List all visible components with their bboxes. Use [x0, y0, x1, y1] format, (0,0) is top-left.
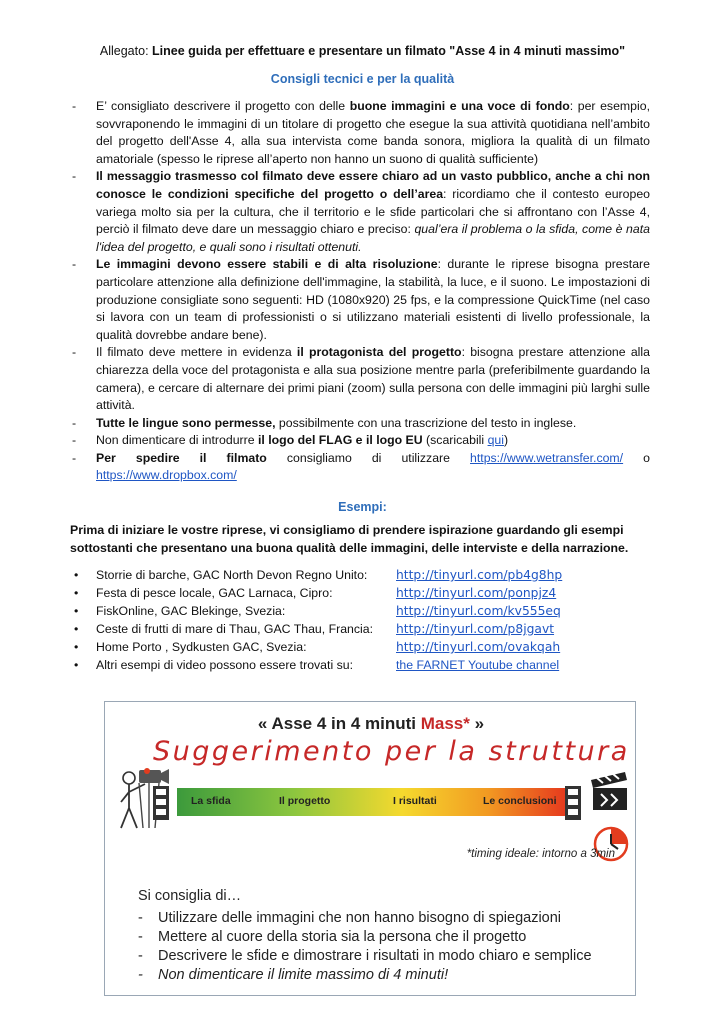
bullet-marker: • [74, 640, 79, 654]
tip-item: - Descrivere le sfide e dimostrare i risultati in modo chiaro e semplice [138, 948, 592, 964]
bullet-marker: • [74, 568, 79, 582]
bullet-marker: • [74, 604, 79, 618]
dash-marker: - [72, 99, 77, 113]
section-subtitle: Consigli tecnici e per la qualità [270, 72, 455, 86]
list-item [70, 602, 670, 620]
timeline-bar [177, 788, 565, 816]
tip-item: - Utilizzare delle immagini che non hanno bisogno di spiegazioni [138, 910, 562, 926]
dropbox-link[interactable]: https://www.dropbox.com/ [96, 468, 237, 483]
list-item: - Le immagini devono essere stabili e di alta risoluzione: durante le riprese bisogna prestare particolare attenzione alla definizione dell'immagine, la stabilità, la luce, e il suono. Le impostazioni di produzione consigliate sono seguenti: HD (1080x920) 25 fps, e la compressione QuickTime (nel caso si lavora con un team di professionisti o si utilizzano materiali esistenti di livello professionale, la qualità dovrebbe andare bene). [72, 257, 650, 342]
wetransfer-link[interactable]: https://www.wetransfer.com/ [470, 450, 624, 465]
list-item [70, 584, 670, 602]
list-item [70, 656, 670, 674]
poster-script-heading: Suggerimento per la struttura [153, 736, 630, 767]
examples-intro: Prima di iniziare le vostre riprese, vi consigliamo di prendere ispirazione guardando gli esempi sottostanti che presentano una buona qualità delle immagini, delle interviste e della narrazione. [70, 523, 629, 555]
list-item: - Il filmato deve mettere in evidenza il protagonista del progetto: bisogna prestare attenzione alla chiarezza della voce del protagonista e alla sua posizione mentre parla (preferibilmente guardando la camera), e cercare di alternare dei primi piani (zoom) sulla persona con delle immagini più larghi sulle attività. [72, 345, 650, 413]
list-item: - Non dimenticare di introdurre il logo del FLAG e il logo EU (scaricabili qui) [70, 432, 650, 450]
dash-marker: - [72, 433, 77, 448]
example-text: Festa di pesce locale, GAC Larnaca, Cipro: [96, 586, 333, 600]
dash-marker: - [72, 169, 77, 184]
header-prefix: Allegato: [99, 44, 153, 58]
example-text: Ceste di frutti di mare di Thau, GAC Thau, Francia: [96, 622, 374, 636]
clapperboard-icon [589, 768, 629, 812]
farnet-youtube-link[interactable]: the FARNET Youtube channel [396, 658, 560, 672]
tip-item: - Non dimenticare il limite massimo di 4 minuti! [138, 967, 449, 983]
examples-list [70, 566, 670, 674]
timing-note: *timing ideale: intorno a 3min [466, 848, 615, 860]
poster-title: « Asse 4 in 4 minuti Mass* » [257, 714, 485, 733]
list-item [70, 638, 670, 656]
example-link[interactable]: http://tinyurl.com/ponpjz4 [396, 586, 557, 600]
example-text: Storrie di barche, GAC North Devon Regno Unito: [96, 568, 368, 582]
segment-le-conclusioni: Le conclusioni [483, 795, 557, 807]
list-item [70, 566, 670, 584]
list-item: - Per spedire il filmato consigliamo di utilizzare https://www.wetransfer.com/ o https://www.dropbox.com/ [72, 450, 650, 483]
header-title: Linee guida per effettuare e presentare un filmato "Asse 4 in 4 minuti massimo" [152, 44, 626, 58]
logo-download-link[interactable]: qui [487, 433, 504, 448]
example-link[interactable]: http://tinyurl.com/ovakqah [396, 640, 561, 654]
example-link[interactable]: http://tinyurl.com/pb4g8hp [396, 568, 563, 582]
segment-il-progetto: Il progetto [279, 795, 331, 807]
bullet-marker: • [74, 622, 79, 636]
bullet-marker: • [74, 658, 79, 672]
list-item: - Il messaggio trasmesso col filmato deve essere chiaro ad un vasto pubblico, anche a chi non conosce le condizioni specifiche del progetto o dell’area: ricordiamo che il contesto europeo variega molto sia per la cultura, che il territorio e le sfide particolari che si affrontano con l’Asse 4, perciò il filmato deve dare un messaggio chiaro e preciso: qual’era il problema o la sfida, come è nata l'idea del progetto, e quali sono i risultati ottenuti. [72, 169, 650, 254]
example-text: Home Porto , Sydkusten GAC, Svezia: [96, 640, 307, 654]
dash-marker: - [72, 257, 77, 272]
structure-poster [104, 701, 636, 996]
dash-marker: - [72, 345, 77, 360]
list-item: - Tutte le lingue sono permesse, possibilmente con una trascrizione del testo in inglese. [70, 415, 650, 433]
attachment-header [0, 44, 725, 58]
list-item: - E’ consigliato descrivere il progetto con delle buone immagini e una voce di fondo: per esempio, sovvraponendo le immagini di un titolare di progetto che esegue la sua attività quotidiana nell’ambito del progetto dell'Asse 4, alla sua intervista come banda sonora, migliora la qualità di un filmato amatoriale (spesso le riprese all’aperto non hanno un suono di qualità sufficiente) [72, 99, 650, 166]
example-link[interactable]: http://tinyurl.com/p8jgavt [396, 622, 555, 636]
examples-title: Esempi: [338, 500, 387, 514]
example-text: FiskOnline, GAC Blekinge, Svezia: [96, 604, 286, 618]
guidelines-list [70, 98, 650, 485]
film-strip-icon [153, 786, 169, 820]
example-text: Altri esempi di video possono essere trovati su: [96, 658, 353, 672]
tip-item: - Mettere al cuore della storia sia la persona che il progetto [138, 929, 527, 945]
bullet-marker: • [74, 586, 79, 600]
segment-i-risultati: I risultati [393, 795, 437, 807]
dash-marker: - [72, 450, 77, 465]
dash-marker: - [72, 415, 77, 430]
example-link[interactable]: http://tinyurl.com/kv555eq [396, 604, 561, 618]
segment-la-sfida: La sfida [191, 795, 231, 807]
tips-heading: Si consiglia di… [138, 888, 242, 904]
list-item [70, 620, 670, 638]
film-strip-icon [565, 786, 581, 820]
